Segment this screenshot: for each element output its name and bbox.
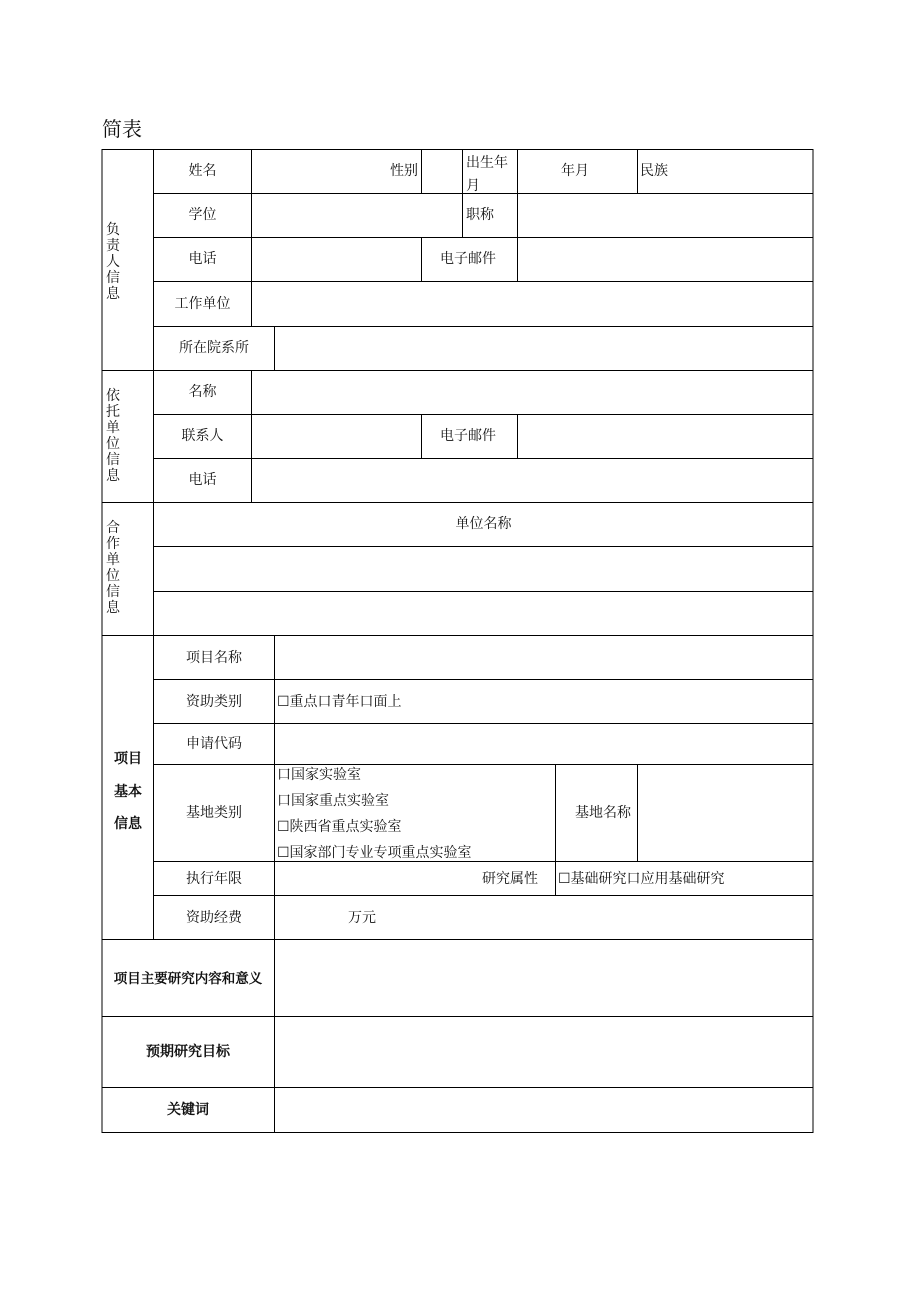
project-name-label: 项目名称 (186, 650, 242, 666)
base-name-label: 基地名称 (575, 805, 631, 821)
period-label: 执行年限 (186, 871, 242, 887)
base-option-national-lab[interactable]: 口国家实验室 (277, 767, 361, 783)
funding-type-label: 资助类别 (186, 694, 242, 710)
funding-unit: 万元 (348, 910, 376, 926)
leader-name-label: 姓名 (188, 163, 217, 179)
leader-birth-label-line1: 出生年 (466, 155, 508, 171)
section-project-label-3: 信息 (114, 816, 142, 832)
research-attr-options[interactable]: ☐基础研究口应用基础研究 (558, 871, 725, 887)
leader-title-label: 职称 (466, 207, 494, 223)
section-project-label-1: 项目 (114, 751, 142, 767)
leader-ethnicity-label: 民族 (640, 163, 668, 179)
host-name-label: 名称 (188, 384, 217, 400)
leader-gender-label: 性别 (390, 163, 418, 179)
leader-phone-label: 电话 (188, 251, 217, 267)
base-type-label: 基地类别 (186, 805, 242, 821)
section-project-label-2: 基本 (114, 784, 142, 800)
section-partner-label: 合作单位信息 (106, 520, 120, 616)
leader-birth-value: 年月 (561, 163, 589, 179)
research-content-label: 项目主要研究内容和意义 (113, 971, 263, 987)
application-code-label: 申请代码 (186, 736, 242, 752)
host-phone-label: 电话 (188, 472, 217, 488)
base-option-ministry-key-lab[interactable]: ☐国家部门专业专项重点实验室 (277, 845, 472, 861)
funding-amount-label: 资助经费 (186, 910, 242, 926)
leader-degree-label: 学位 (188, 207, 217, 223)
research-attr-label: 研究属性 (482, 871, 538, 887)
host-email-label: 电子邮件 (440, 428, 496, 444)
keywords-label: 关键词 (167, 1102, 209, 1118)
host-contact-label: 联系人 (181, 428, 224, 444)
leader-birth-label-line2: 月 (466, 178, 480, 194)
section-host-label: 依托单位信息 (106, 388, 120, 484)
section-leader-label: 负责人信息 (106, 222, 120, 302)
leader-employer-label: 工作单位 (174, 296, 231, 312)
partner-unit-name-label: 单位名称 (455, 516, 512, 532)
research-goal-label: 预期研究目标 (146, 1044, 230, 1060)
base-option-shaanxi-key-lab[interactable]: ☐陕西省重点实验室 (277, 819, 402, 835)
base-option-national-key-lab[interactable]: 口国家重点实验室 (277, 793, 389, 809)
page-title: 简表 (102, 117, 142, 141)
leader-department-label: 所在院系所 (179, 340, 249, 356)
leader-email-label: 电子邮件 (440, 251, 496, 267)
funding-type-options[interactable]: ☐重点口青年口面上 (277, 694, 402, 710)
